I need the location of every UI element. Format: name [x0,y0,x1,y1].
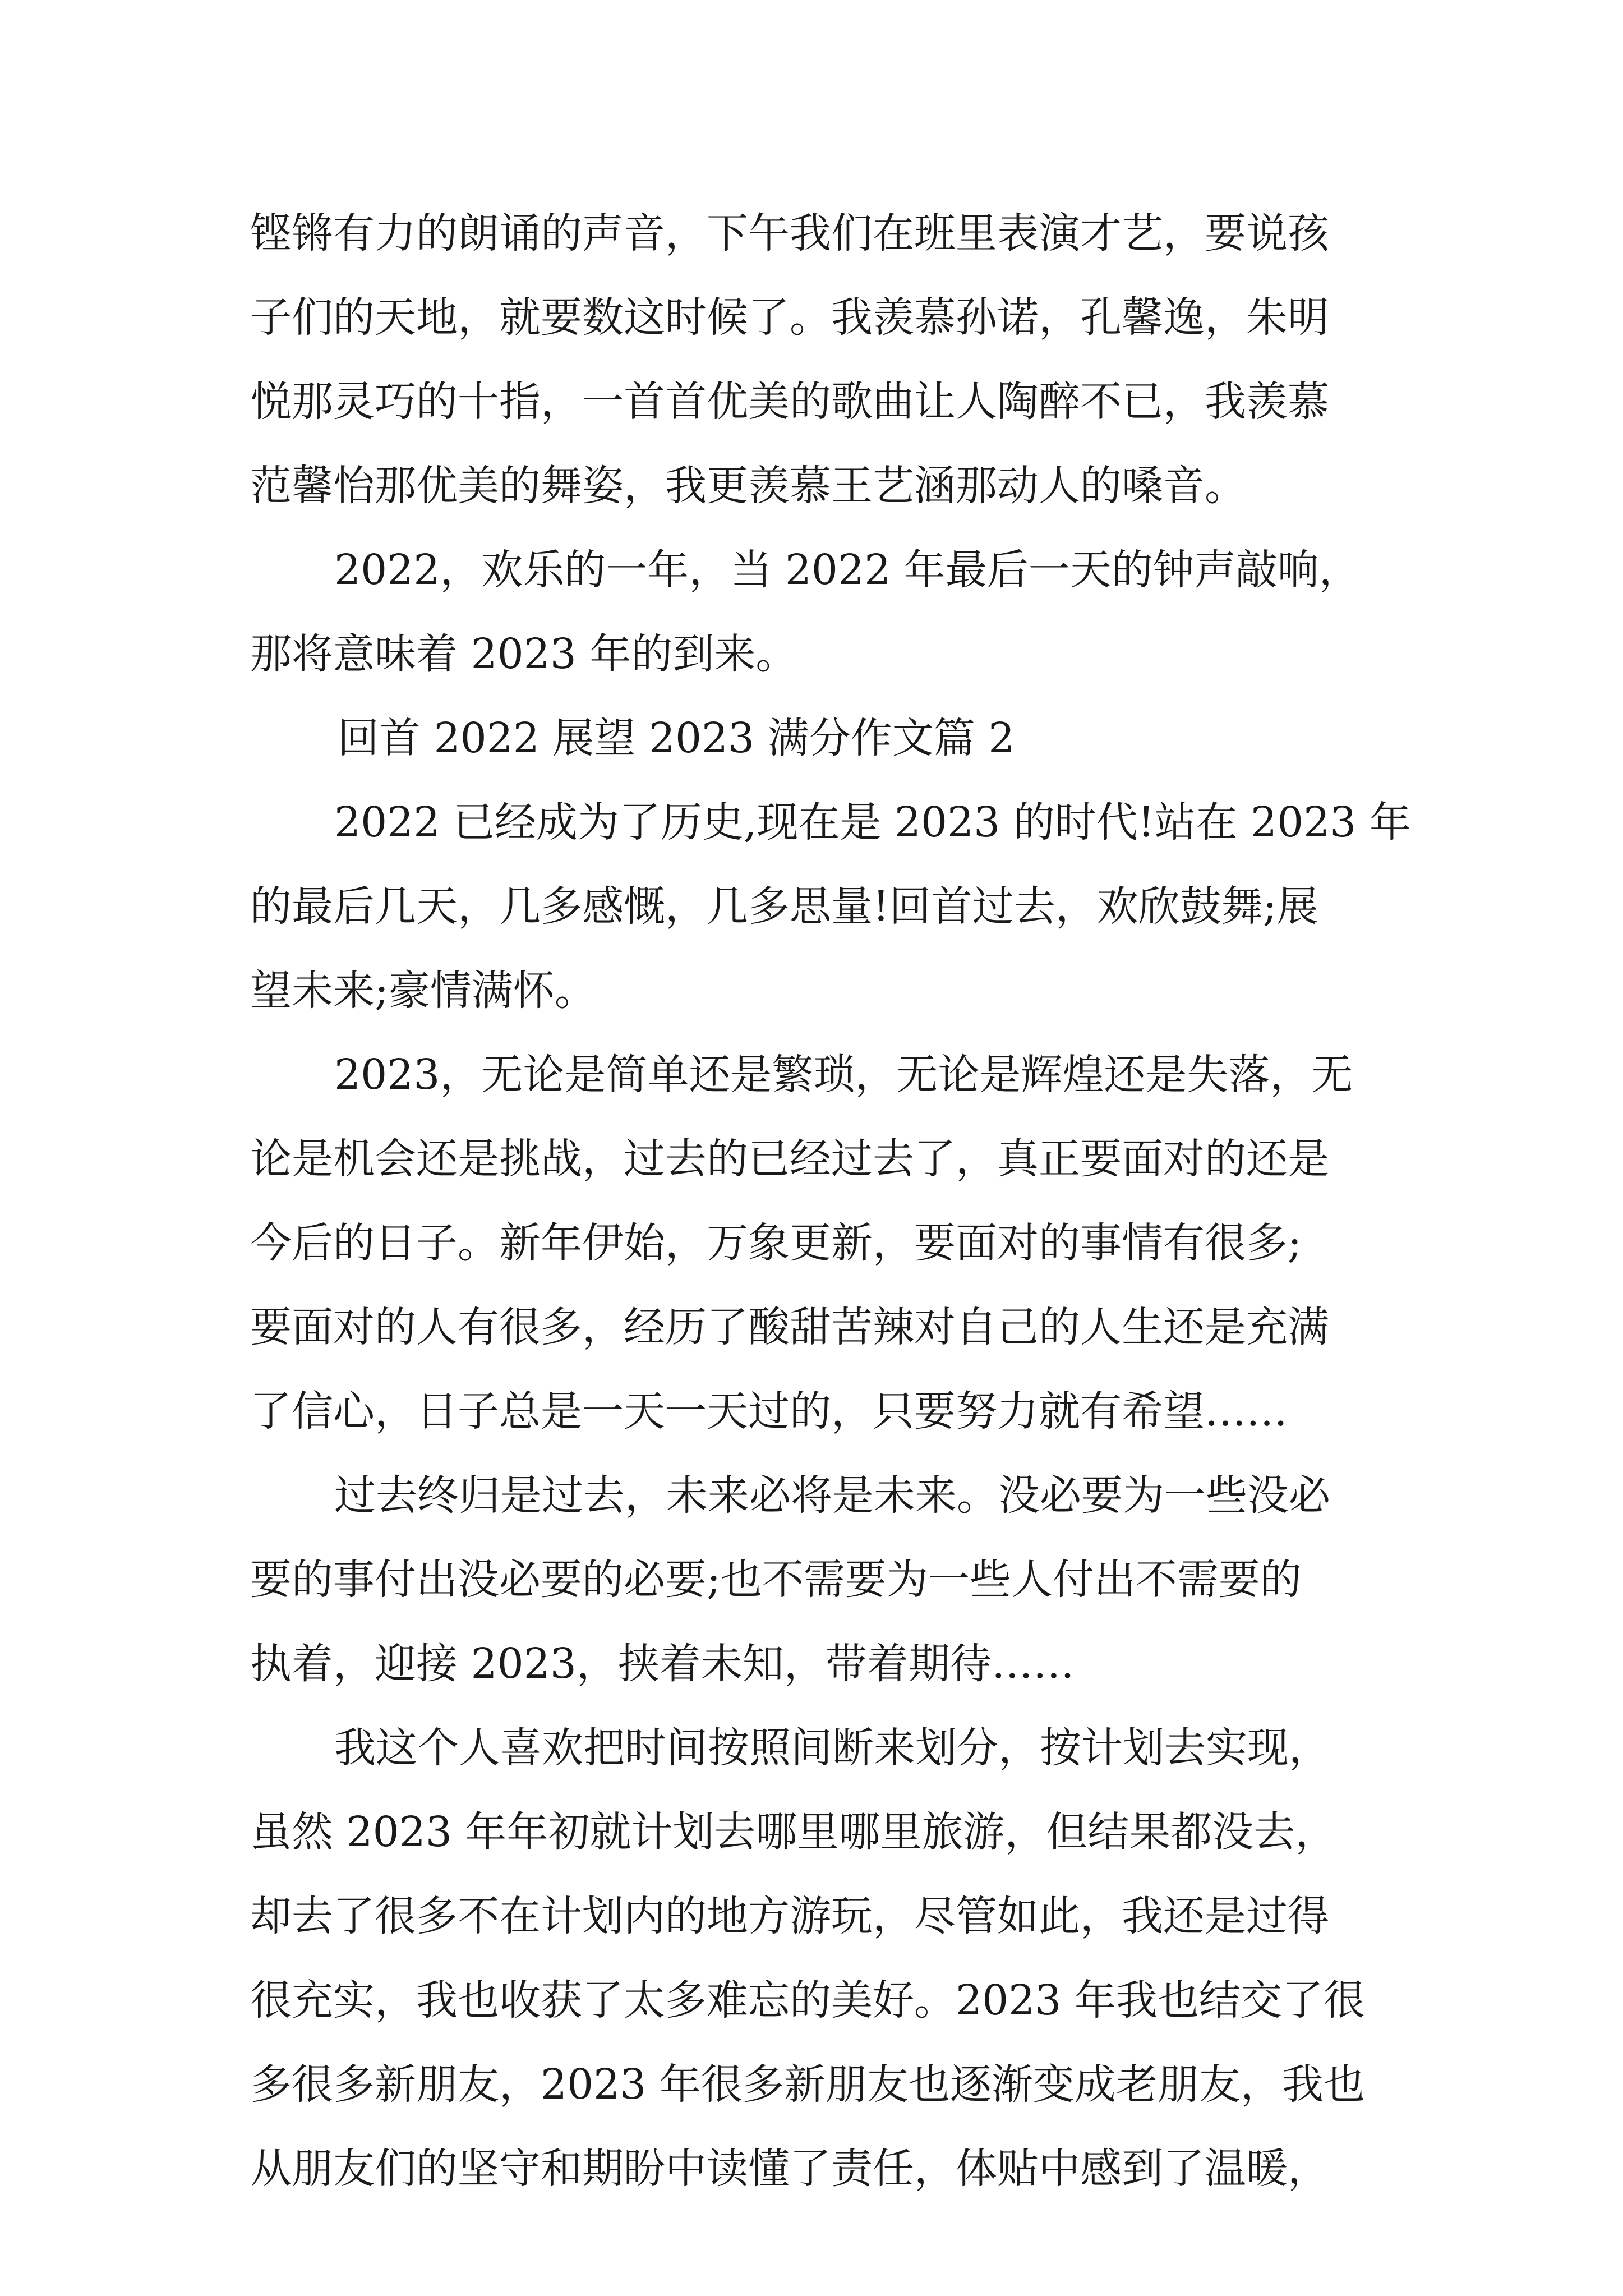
text-line: 却去了很多不在计划内的地方游玩，尽管如此，我还是过得 [250,1892,1329,1940]
text-line: 那将意味着 2023 年的到来。 [250,630,797,678]
section-title: 回首 2022 展望 2023 满分作文篇 2 [338,714,1015,762]
text-line: 多很多新朋友，2023 年很多新朋友也逐渐变成老朋友，我也 [250,2060,1365,2109]
text-line: 了信心，日子总是一天一天过的，只要努力就有希望…… [250,1387,1288,1435]
paragraph-first-line: 2023，无论是简单还是繁琐，无论是辉煌还是失落，无 [334,1051,1353,1099]
paragraph-first-line: 2022 已经成为了历史,现在是 2023 的时代!站在 2023 年 [334,798,1411,846]
text-line: 要面对的人有很多，经历了酸甜苦辣对自己的人生还是充满 [250,1303,1329,1351]
text-line: 子们的天地，就要数这时候了。我羡慕孙诺，孔馨逸，朱明 [250,293,1329,342]
text-line: 很充实，我也收获了太多难忘的美好。2023 年我也结交了很 [250,1976,1365,2024]
paragraph-first-line: 2022，欢乐的一年，当 2022 年最后一天的钟声敲响， [334,546,1361,594]
text-line: 从朋友们的坚守和期盼中读懂了责任，体贴中感到了温暖， [250,2145,1329,2193]
text-line: 执着，迎接 2023，挟着未知，带着期待…… [250,1640,1075,1688]
text-line: 虽然 2023 年年初就计划去哪里哪里旅游，但结果都没去， [250,1808,1337,1856]
text-line: 悦那灵巧的十指，一首首优美的歌曲让人陶醉不已，我羡慕 [250,378,1329,426]
text-line: 望未来;豪情满怀。 [250,967,596,1015]
text-line: 论是机会还是挑战，过去的已经过去了，真正要面对的还是 [250,1135,1329,1183]
text-line: 的最后几天，几多感慨，几多思量!回首过去，欢欣鼓舞;展 [250,882,1318,931]
text-line: 铿锵有力的朗诵的声音，下午我们在班里表演才艺，要说孩 [250,209,1329,257]
paragraph-first-line: 我这个人喜欢把时间按照间断来划分，按计划去实现， [334,1724,1330,1772]
paragraph-first-line: 过去终归是过去，未来必将是未来。没必要为一些没必 [334,1471,1330,1520]
text-line: 范馨怡那优美的舞姿，我更羡慕王艺涵那动人的嗓音。 [250,462,1246,510]
text-line: 今后的日子。新年伊始，万象更新，要面对的事情有很多; [250,1219,1302,1267]
text-line: 要的事付出没必要的必要;也不需要为一些人付出不需要的 [250,1556,1302,1604]
